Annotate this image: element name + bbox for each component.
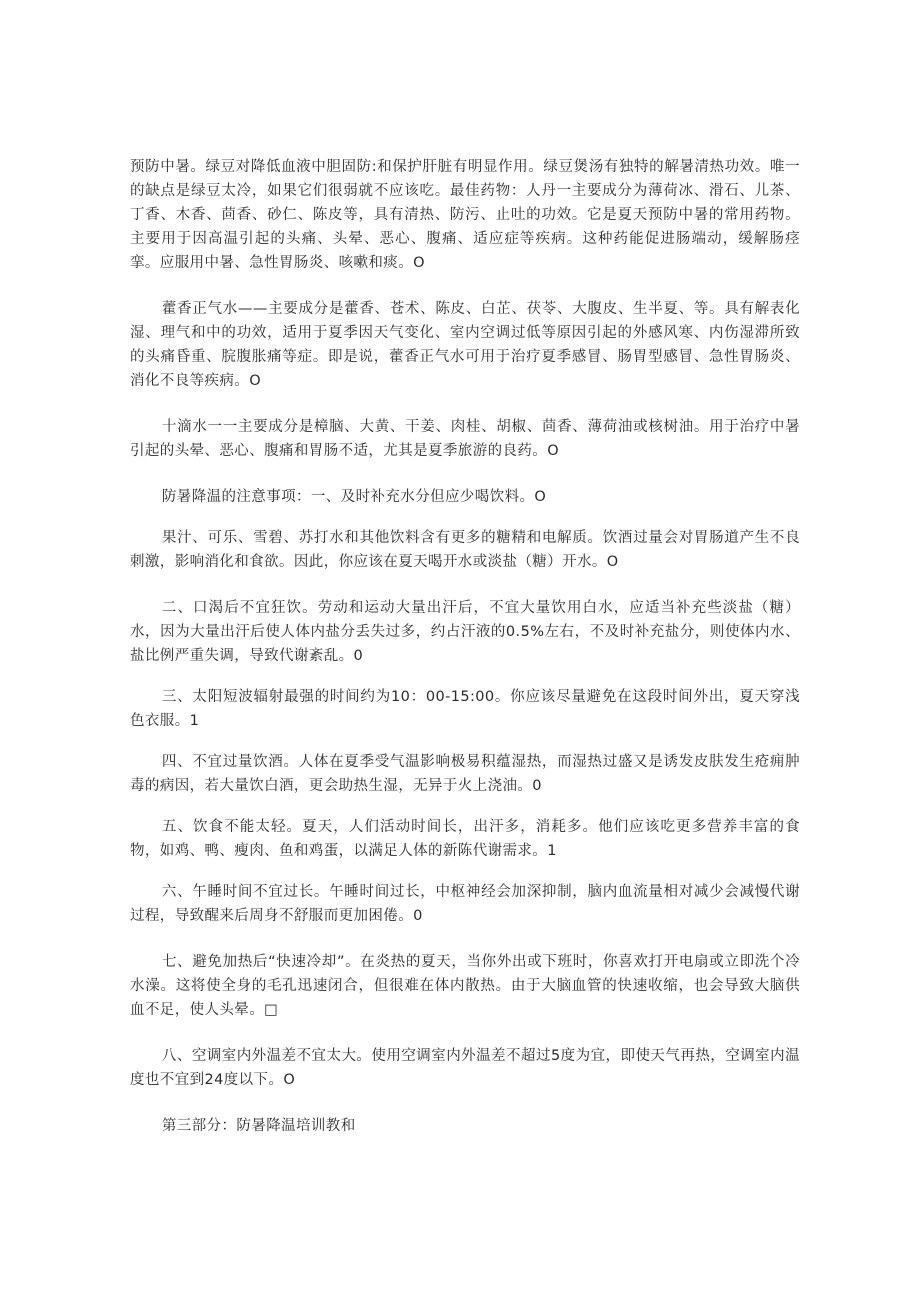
section-heading-part-three: 第三部分：防暑降温培训教和 bbox=[161, 1118, 356, 1134]
paragraph-point-seven: 七、避免加热后“快速冷却”。在炎热的夏天，当你外出或下班时，你喜欢打开电扇或立即洗个冷水澡。这将使全身的毛孔迅速闭合，但很难在体内散热。由于大脑血管的快速收缩，也会导致大脑供血不足，使人头晕。□ bbox=[130, 954, 800, 1018]
paragraph-point-two: 二、口渴后不宜狂饮。劳动和运动大量出汗后，不宜大量饮用白水，应适当补充些淡盐（糖）水，因为大量出汗后使人体内盐分丢失过多，约占汗液的0.5%左右，不及时补充盐分，则使体内水、盐比例严重失调，导致代谢紊乱。0 bbox=[130, 600, 800, 664]
paragraph-point-four: 四、不宜过量饮酒。人体在夏季受气温影响极易积蕴湿热，而湿热过盛又是诱发皮肤发生疮痈肿毒的病因，若大量饮白酒，更会助热生湿，无异于火上浇油。0 bbox=[130, 754, 800, 794]
paragraph-point-eight: 八、空调室内外温差不宜太大。使用空调室内外温差不超过5度为宜，即使天气再热，空调室内温度也不宜到24度以下。O bbox=[130, 1048, 800, 1088]
paragraph-point-five: 五、饮食不能太轻。夏天，人们活动时间长，出汗多，消耗多。他们应该吃更多营养丰富的食物，如鸡、鸭、瘦肉、鱼和鸡蛋，以满足人体的新陈代谢需求。1 bbox=[130, 819, 800, 859]
paragraph-drinks: 果汁、可乐、雪碧、苏打水和其他饮料含有更多的糖精和电解质。饮酒过量会对胃肠道产生不良刺激，影响消化和食欲。因此，你应该在夏天喝开水或淡盐（糖）开水。O bbox=[130, 530, 800, 570]
paragraph-precautions-heading: 防暑降温的注意事项：一、及时补充水分但应少喝饮料。O bbox=[161, 489, 547, 505]
paragraph-point-three: 三、太阳短波辐射最强的时间约为10：00-15:00。你应该尽量避免在这段时间外出，夏天穿浅色衣服。1 bbox=[130, 689, 800, 729]
paragraph-huoxiang-zhengqi-water: 藿香正气水——主要成分是藿香、苍术、陈皮、白芷、茯苓、大腹皮、生半夏、等。具有解表化湿、理气和中的功效，适用于夏季因天气变化、室内空调过低等原因引起的外感风寒、内伤湿滞所致的头痛昏重、脘腹胀痛等症。即是说，藿香正气水可用于治疗夏季感冒、肠胃型感冒、急性胃肠炎、消化不良等疾病。O bbox=[130, 301, 800, 389]
paragraph-ten-drops-water: 十滴水一一主要成分是樟脑、大黄、干姜、肉桂、胡椒、茴香、薄荷油或核树油。用于治疗中暑引起的头晕、恶心、腹痛和胃肠不适，尤其是夏季旅游的良药。O bbox=[130, 419, 800, 459]
document-body bbox=[130, 155, 800, 1138]
paragraph-heatstroke-prevention: 预防中暑。绿豆对降低血液中胆固防:和保护肝脏有明显作用。绿豆煲汤有独特的解暑清热功效。唯一的缺点是绿豆太冷，如果它们很弱就不应该吃。最佳药物：人丹一主要成分为薄荷冰、滑石、儿茶、丁香、木香、茴香、砂仁、陈皮等，具有清热、防污、止吐的功效。它是夏天预防中暑的常用药物。主要用于因高温引起的头痛、头晕、恶心、腹痛、适应症等疾病。这种药能促进肠端动，缓解肠痉挛。应服用中暑、急性胃肠炎、咳嗽和痰。O bbox=[130, 159, 800, 271]
paragraph-point-six: 六、午睡时间不宜过长。午睡时间过长，中枢神经会加深抑制，脑内血流量相对减少会减慢代谢过程，导致醒来后周身不舒服而更加困倦。0 bbox=[130, 884, 800, 924]
